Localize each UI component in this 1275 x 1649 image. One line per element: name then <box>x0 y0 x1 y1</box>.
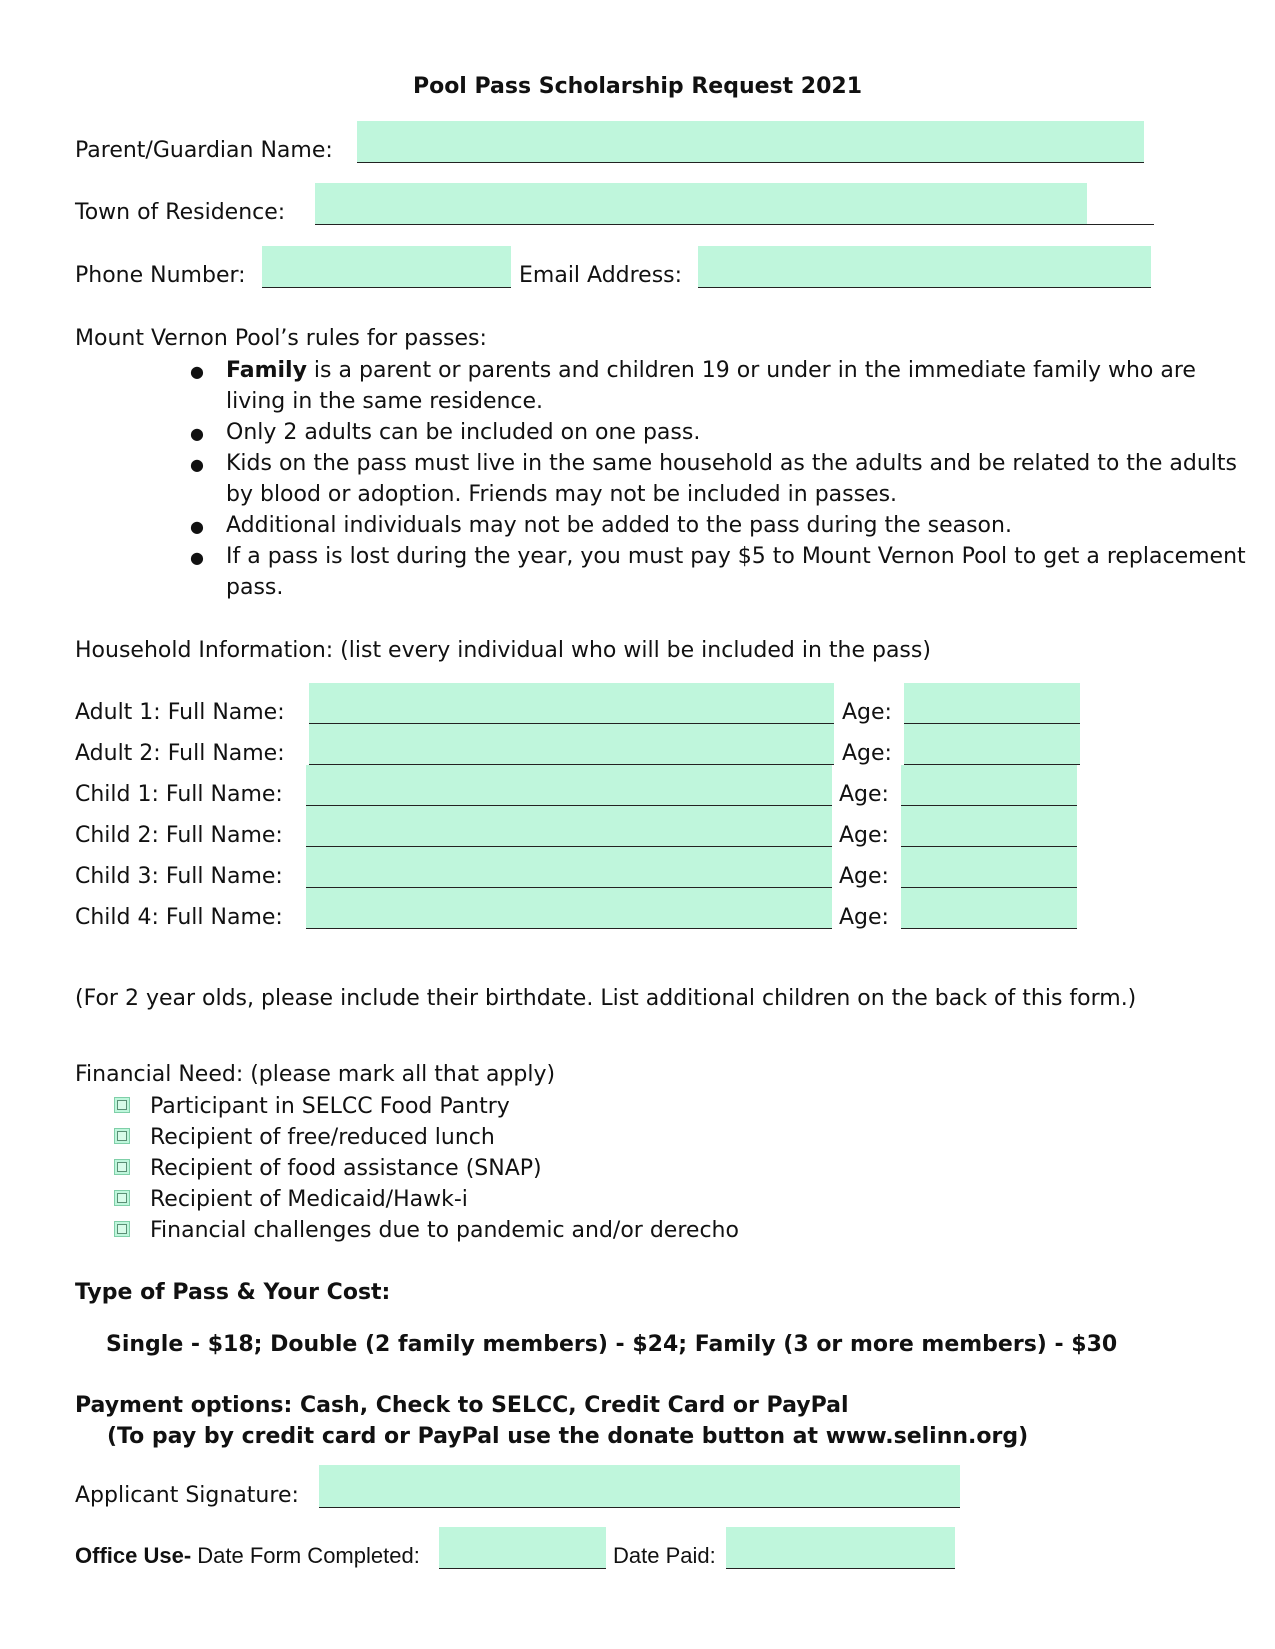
checkbox[interactable] <box>114 1221 130 1237</box>
adult1-name-label: Adult 1: Full Name: <box>75 700 285 725</box>
financial-heading: Financial Need: (please mark all that apply) <box>75 1062 556 1087</box>
child4-age-label: Age: <box>839 905 889 930</box>
financial-option-label: Recipient of Medicaid/Hawk-i <box>150 1187 468 1212</box>
rule-text: is a parent or parents and children 19 or under in the immediate family who are living in the same residence. <box>226 358 1196 414</box>
child3-name-label: Child 3: Full Name: <box>75 864 283 889</box>
phone-label: Phone Number: <box>75 263 246 288</box>
child1-age-field[interactable] <box>901 765 1077 806</box>
rule-bold: Family <box>226 358 307 383</box>
checkbox[interactable] <box>114 1128 130 1144</box>
town-underline <box>1087 224 1154 225</box>
phone-field[interactable] <box>262 246 511 288</box>
email-label: Email Address: <box>519 263 683 288</box>
rules-list <box>190 355 1246 603</box>
rule-item <box>226 510 1246 541</box>
adult2-age-label: Age: <box>842 741 892 766</box>
signature-label: Applicant Signature: <box>75 1483 299 1508</box>
child1-age-label: Age: <box>839 782 889 807</box>
date-completed-field[interactable] <box>439 1527 606 1569</box>
adult1-name-field[interactable] <box>309 683 834 724</box>
adult2-name-field[interactable] <box>309 724 834 765</box>
child1-name-label: Child 1: Full Name: <box>75 782 283 807</box>
rule-text: Only 2 adults can be included on one pass. <box>226 420 701 445</box>
town-label: Town of Residence: <box>75 200 286 225</box>
adult2-name-label: Adult 2: Full Name: <box>75 741 285 766</box>
checkbox[interactable] <box>114 1159 130 1175</box>
financial-option-label: Recipient of food assistance (SNAP) <box>150 1156 542 1181</box>
rule-text: Kids on the pass must live in the same household as the adults and be related to the adults by blood or adoption. Friends may not be included in passes. <box>226 451 1237 507</box>
child2-age-label: Age: <box>839 823 889 848</box>
child3-name-field[interactable] <box>306 847 832 888</box>
checkbox[interactable] <box>114 1190 130 1206</box>
rule-item <box>226 541 1246 603</box>
child2-name-field[interactable] <box>306 806 832 847</box>
page-title: Pool Pass Scholarship Request 2021 <box>412 74 863 99</box>
town-field[interactable] <box>315 183 1087 225</box>
date-completed-label: Date Form Completed: <box>197 1543 420 1568</box>
financial-option-label: Financial challenges due to pandemic and/or derecho <box>150 1218 739 1243</box>
rules-heading: Mount Vernon Pool’s rules for passes: <box>75 326 487 351</box>
date-paid-field[interactable] <box>726 1527 955 1569</box>
financial-option-label: Recipient of free/reduced lunch <box>150 1125 495 1150</box>
child4-name-field[interactable] <box>306 888 832 929</box>
rule-item <box>226 417 1246 448</box>
pass-prices: Single - $18; Double (2 family members) - $24; Family (3 or more members) - $30 <box>106 1332 1118 1357</box>
pass-heading: Type of Pass & Your Cost: <box>75 1280 391 1305</box>
household-note: (For 2 year olds, please include their birthdate. List additional children on the back of this form.) <box>75 986 1137 1011</box>
financial-option-label: Participant in SELCC Food Pantry <box>150 1094 510 1119</box>
date-paid-label: Date Paid: <box>613 1543 716 1568</box>
child2-name-label: Child 2: Full Name: <box>75 823 283 848</box>
child2-age-field[interactable] <box>901 806 1077 847</box>
email-field[interactable] <box>698 246 1151 288</box>
child4-age-field[interactable] <box>901 888 1077 929</box>
rule-text: If a pass is lost during the year, you must pay $5 to Mount Vernon Pool to get a replacement pass. <box>226 544 1246 600</box>
child3-age-field[interactable] <box>901 847 1077 888</box>
child4-name-label: Child 4: Full Name: <box>75 905 283 930</box>
office-use <box>75 1543 420 1569</box>
household-heading: Household Information: (list every individual who will be included in the pass) <box>75 638 931 663</box>
child1-name-field[interactable] <box>306 765 832 806</box>
rule-item <box>226 355 1246 417</box>
adult1-age-label: Age: <box>842 700 892 725</box>
adult1-age-field[interactable] <box>904 683 1080 724</box>
adult2-age-field[interactable] <box>904 724 1080 765</box>
signature-field[interactable] <box>319 1465 960 1508</box>
office-use-prefix: Office Use- <box>75 1543 192 1568</box>
checkbox[interactable] <box>114 1097 130 1113</box>
parent-name-label: Parent/Guardian Name: <box>75 138 333 163</box>
payment-options: Payment options: Cash, Check to SELCC, Credit Card or PayPal <box>75 1393 849 1418</box>
rule-item <box>226 448 1246 510</box>
parent-name-field[interactable] <box>357 121 1144 163</box>
payment-note: (To pay by credit card or PayPal use the donate button at www.selinn.org) <box>107 1424 1029 1449</box>
rule-text: Additional individuals may not be added to the pass during the season. <box>226 513 1012 538</box>
child3-age-label: Age: <box>839 864 889 889</box>
